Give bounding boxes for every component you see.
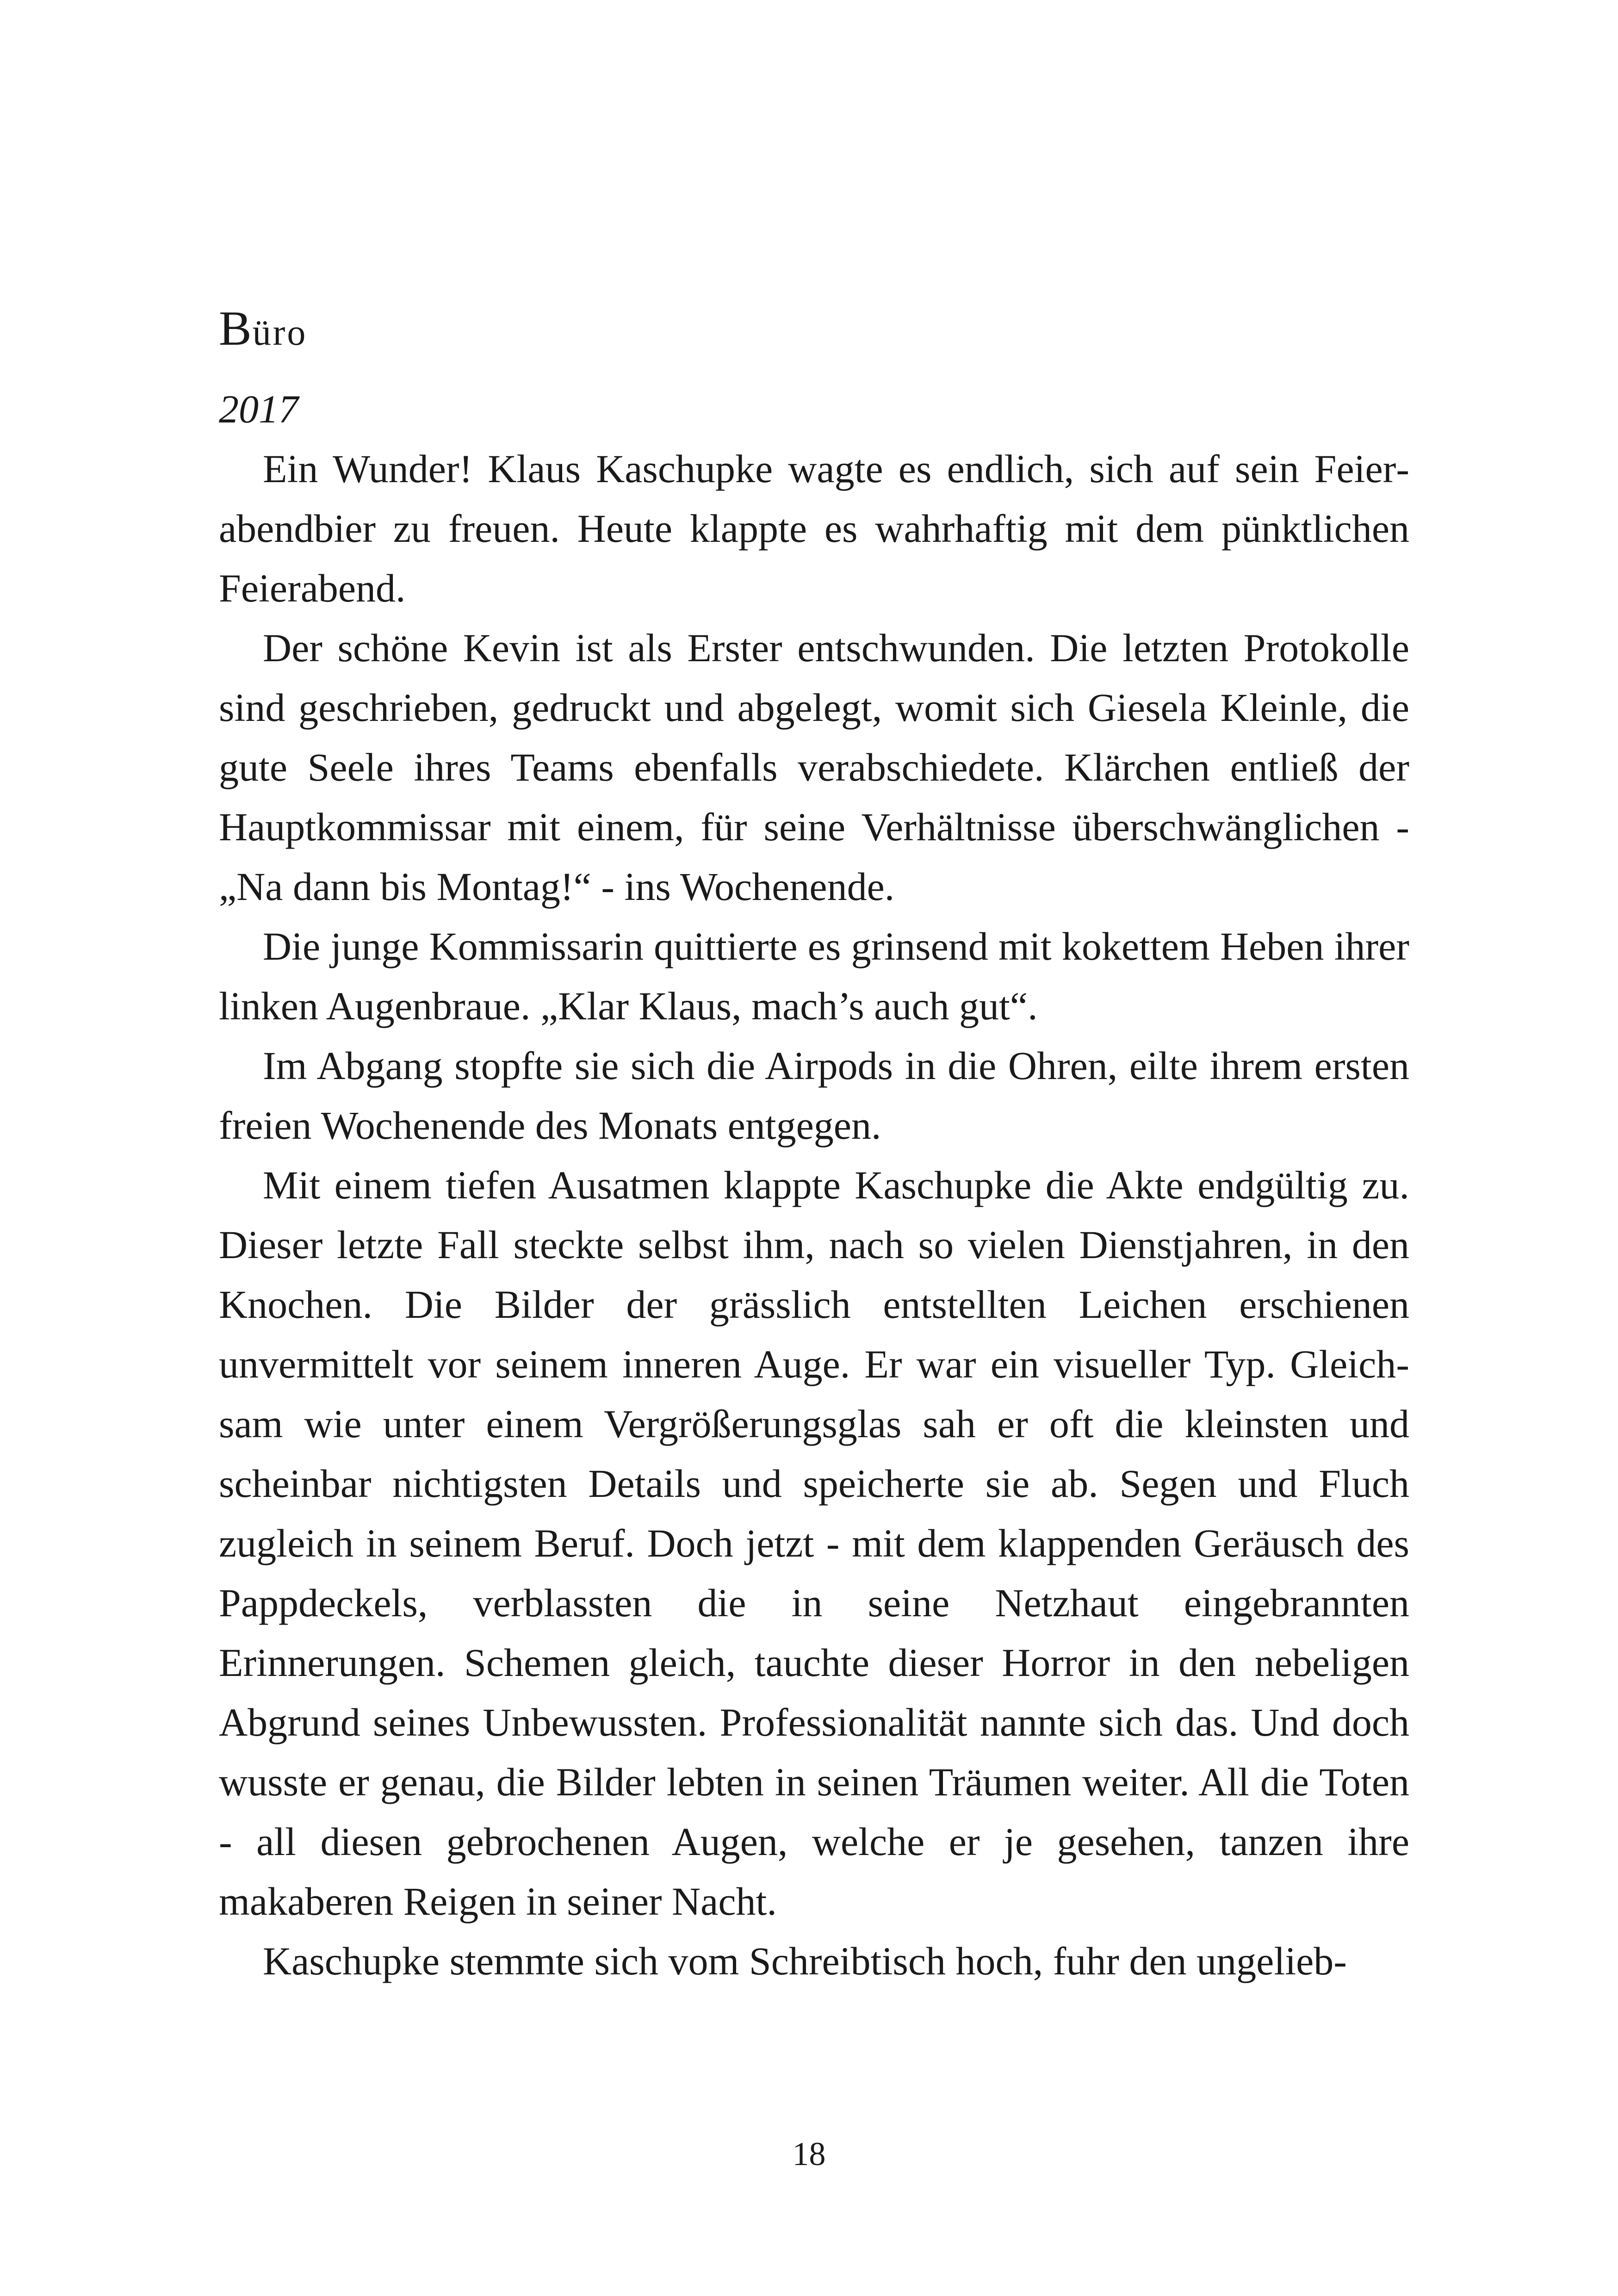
text-block (219, 296, 1409, 1991)
paragraph-3: Die junge Kommissarin quittierte es grinsend mit kokettem Heben ihrer linken Augenbraue. „Klar Klaus, mach’s auch gut“. (219, 924, 1409, 1028)
paragraph-2: Der schöne Kevin ist als Erster entschwunden. Die letzten Protokolle sind geschrieben, gedruckt und abgelegt, womit sich Giesela Kleinle, die gute Seele ihres Teams ebenfalls verabschiedete. Klärchen entließ der Hauptkommissar mit einem, für seine Verhältnisse überschwänglichen - „Na dann bis Montag!“ - ins Wochenende. (219, 626, 1409, 909)
chapter-title-rest: üro (252, 312, 308, 353)
paragraph-1: Ein Wunder! Klaus Kaschupke wagte es endlich, sich auf sein Feierabendbier zu freuen. Heute klappte es wahrhaftig mit dem pünktlichen Feierabend. (219, 447, 1409, 610)
chapter-title-initial: B (219, 301, 253, 355)
chapter-year: 2017 (219, 387, 298, 431)
paragraph-5: Mit einem tiefen Ausatmen klappte Kaschupke die Akte endgültig zu. Dieser letzte Fall steckte selbst ihm, nach so vielen Dienstjahren, in den Knochen. Die Bilder der grässlich entstellten Leichen erschienen unvermittelt vor seinem inneren Auge. Er war ein visueller Typ. Gleichsam wie unter einem Vergrößerungsglas sah er oft die kleinsten und scheinbar nichtigsten Details und speicherte sie ab. Segen und Fluch zugleich in seinem Beruf. Doch jetzt - mit dem klappenden Geräusch des Pappdeckels, verblassten die in seine Netzhaut eingebrannten Erinnerungen. Schemen gleich, tauchte dieser Horror in den nebeligen Abgrund seines Unbewussten. Professionalität nannte sich das. Und doch wusste er genau, die Bilder lebten in seinen Träumen weiter. All die Toten - all diesen gebrochenen Augen, welche er je gesehen, tanzen ihre makaberen Reigen in seiner Nacht. (219, 1163, 1409, 1924)
paragraph-6: Kaschupke stemmte sich vom Schreibtisch hoch, fuhr den ungelieb- (263, 1939, 1347, 1983)
paragraph-4: Im Abgang stopfte sie sich die Airpods in die Ohren, eilte ihrem ersten freien Wochenende des Monats entgegen. (219, 1043, 1409, 1148)
page-number: 18 (792, 2135, 826, 2172)
chapter-title (219, 296, 1409, 365)
